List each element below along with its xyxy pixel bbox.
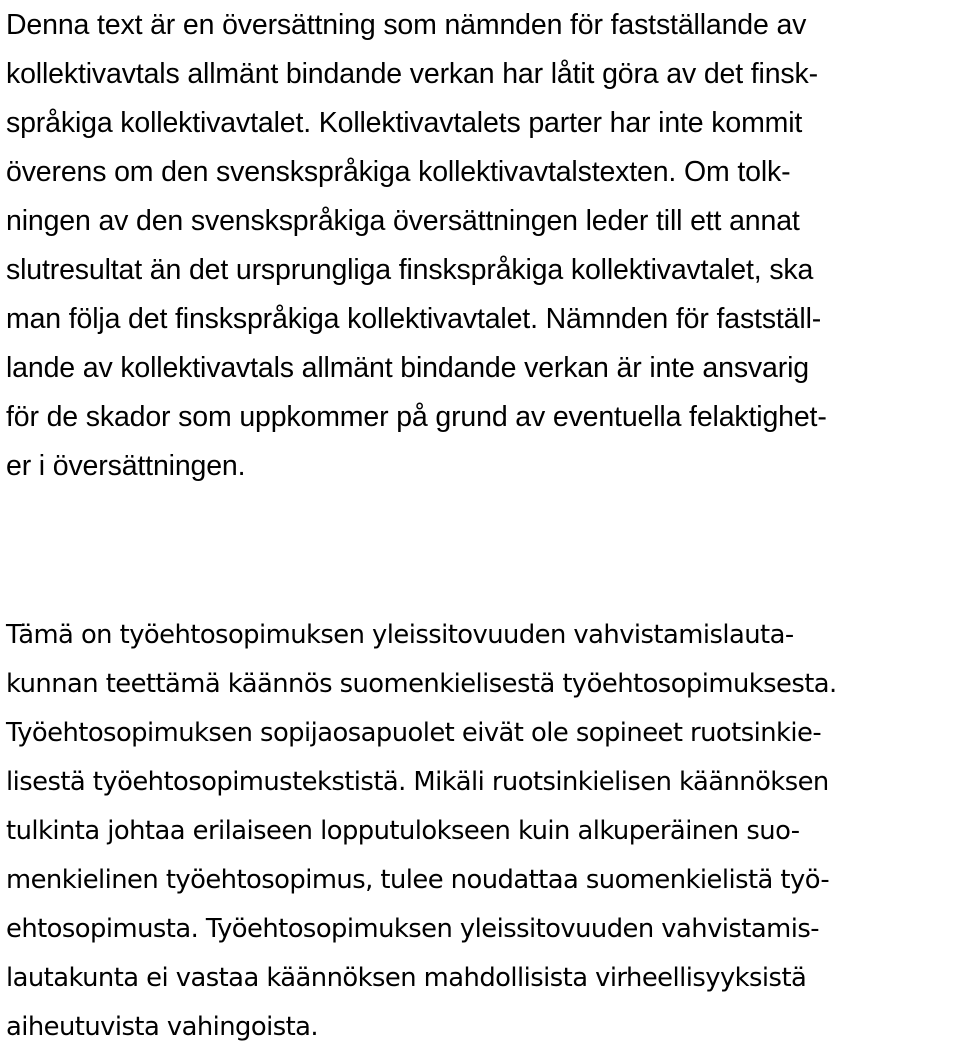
text-line: kunnan teettämä käännös suomenkielisestä työehtosopimuksesta.	[6, 669, 837, 699]
text-line: Työehtosopimuksen sopijaosapuolet eivät ole sopineet ruotsinkie-	[6, 718, 822, 748]
text-line: menkielinen työehtosopimus, tulee noudattaa suomenkielistä työ-	[6, 865, 830, 895]
text-line: Tämä on työehtosopimuksen yleissitovuuden vahvistamislauta-	[6, 620, 794, 650]
text-line: lautakunta ei vastaa käännöksen mahdollisista virheellisyyksistä	[6, 963, 807, 993]
finnish-disclaimer-paragraph	[6, 611, 956, 1052]
text-line: slutresultat än det ursprungliga finskspråkiga kollektivavtalet, ska	[6, 254, 814, 286]
text-line: man följa det finskspråkiga kollektivavtalet. Nämnden för fastställ-	[6, 303, 822, 335]
text-line: lisestä työehtosopimustekstistä. Mikäli ruotsinkielisen käännöksen	[6, 767, 829, 797]
text-line: er i översättningen.	[6, 450, 246, 482]
text-line: ningen av den svenskspråkiga översättningen leder till ett annat	[6, 205, 800, 237]
text-line: lande av kollektivavtals allmänt bindande verkan är inte ansvarig	[6, 352, 809, 384]
swedish-disclaimer-paragraph	[6, 1, 956, 491]
text-line: tulkinta johtaa erilaiseen lopputulokseen kuin alkuperäinen suo-	[6, 816, 800, 846]
text-line: överens om den svenskspråkiga kollektivavtalstexten. Om tolk-	[6, 156, 791, 188]
text-line: kollektivavtals allmänt bindande verkan har låtit göra av det finsk-	[6, 58, 818, 90]
text-line: Denna text är en översättning som nämnden för fastställande av	[6, 9, 807, 41]
text-line: för de skador som uppkommer på grund av eventuella felaktighet-	[6, 401, 827, 433]
text-line: ehtosopimusta. Työehtosopimuksen yleissitovuuden vahvistamis-	[6, 914, 819, 944]
text-line: språkiga kollektivavtalet. Kollektivavtalets parter har inte kommit	[6, 107, 803, 139]
text-line: aiheutuvista vahingoista.	[6, 1012, 319, 1042]
